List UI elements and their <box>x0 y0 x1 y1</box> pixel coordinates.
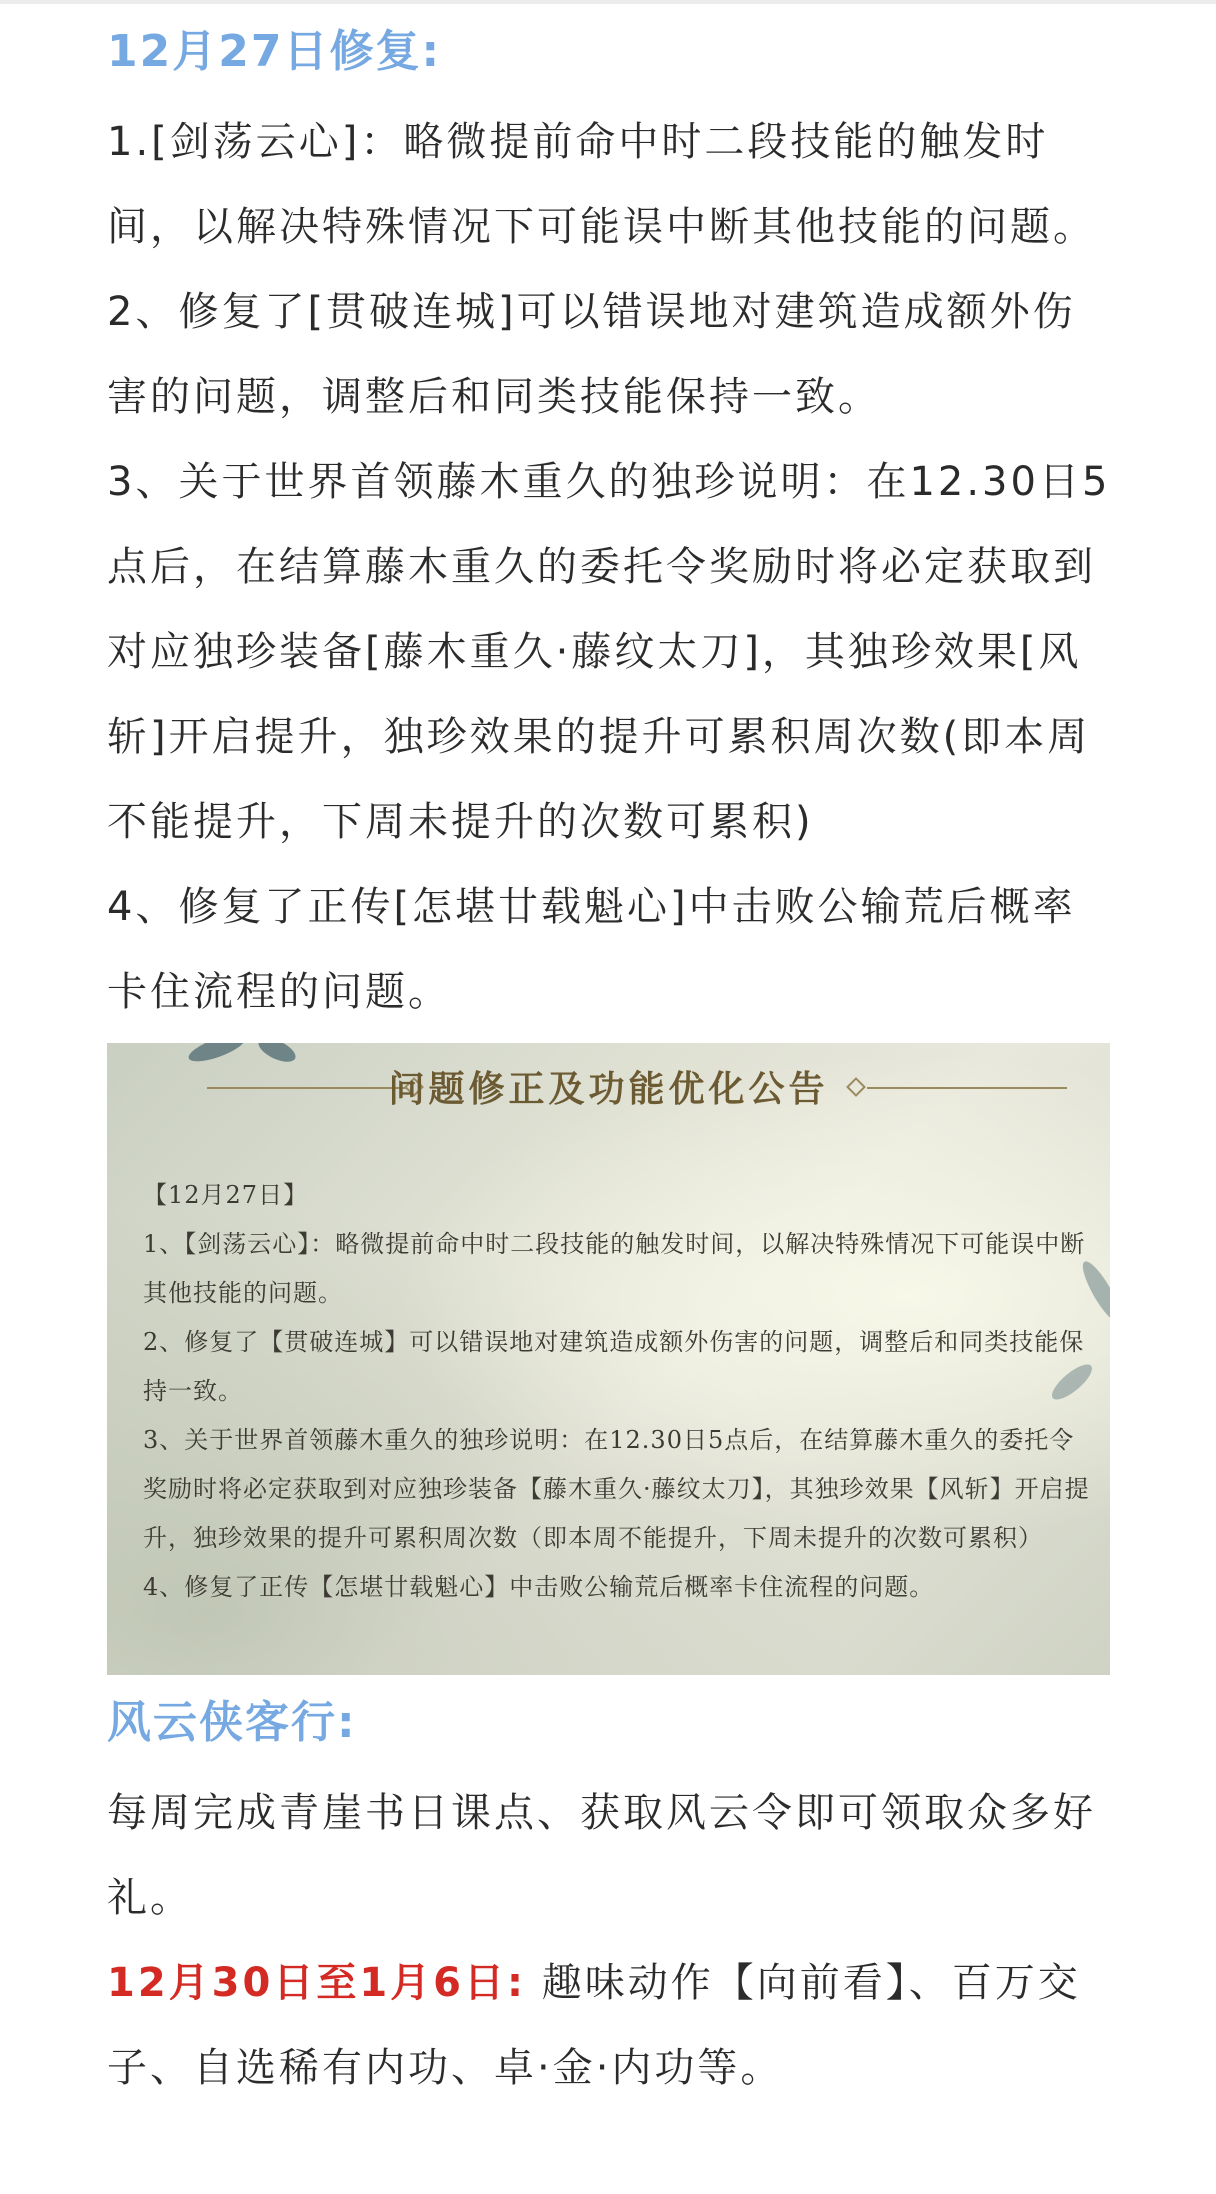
notice-line-3: 3、关于世界首领藤木重久的独珍说明：在12.30日5点后，在结算藤木重久的委托令奖励时将必定获取到对应独珍装备【藤木重久·藤纹太刀】，其独珍效果【风斩】开启提升，独珍效果的提升可累积周次数（即本周不能提升，下周未提升的次数可累积） <box>143 1426 1090 1552</box>
top-divider <box>0 0 1216 4</box>
fix-item-1: 1.[剑荡云心]：略微提前命中时二段技能的触发时间，以解决特殊情况下可能误中断其他技能的问题。 <box>107 119 1096 250</box>
fix-item-3: 3、关于世界首领藤木重久的独珍说明：在12.30日5点后，在结算藤木重久的委托令奖励时将必定获取到对应独珍装备[藤木重久·藤纹太刀]，其独珍效果[风斩]开启提升，独珍效果的提升可累积周次数(即本周不能提升，下周未提升的次数可累积) <box>107 459 1111 845</box>
notice-date: 【12月27日】 <box>143 1181 309 1209</box>
notice-line-4: 4、修复了正传【怎堪廿载魁心】中击败公输荒后概率卡住流程的问题。 <box>143 1573 935 1601</box>
event-reward <box>107 1941 1112 2111</box>
article-content <box>107 18 1112 2111</box>
section-heading-fixes: 12月27日修复: <box>107 26 442 77</box>
notice-line-1: 1、【剑荡云心】：略微提前命中时二段技能的触发时间，以解决特殊情况下可能误中断其他技能的问题。 <box>143 1230 1086 1307</box>
event-reward-text: 趣味动作【向前看】、百万交子、自选稀有内功、卓·金·内功等。 <box>107 1960 1081 2091</box>
section-heading-event: 风云侠客行: <box>107 1697 357 1748</box>
notice-image <box>107 1043 1110 1675</box>
fix-item-4: 4、修复了正传[怎堪廿载魁心]中击败公输荒后概率卡住流程的问题。 <box>107 884 1076 1015</box>
notice-title: 问题修正及功能优化公告 <box>388 1068 829 1110</box>
notice-line-2: 2、修复了【贯破连城】可以错误地对建筑造成额外伤害的问题，调整后和同类技能保持一致。 <box>143 1328 1085 1405</box>
notice-body <box>143 1171 1093 1612</box>
fix-item-2: 2、修复了[贯破连城]可以错误地对建筑造成额外伤害的问题，调整后和同类技能保持一致。 <box>107 289 1076 420</box>
event-date-label: 12月30日至1月6日: <box>107 1960 526 2006</box>
event-description: 每周完成青崖书日课点、获取风云令即可领取众多好礼。 <box>107 1790 1096 1921</box>
